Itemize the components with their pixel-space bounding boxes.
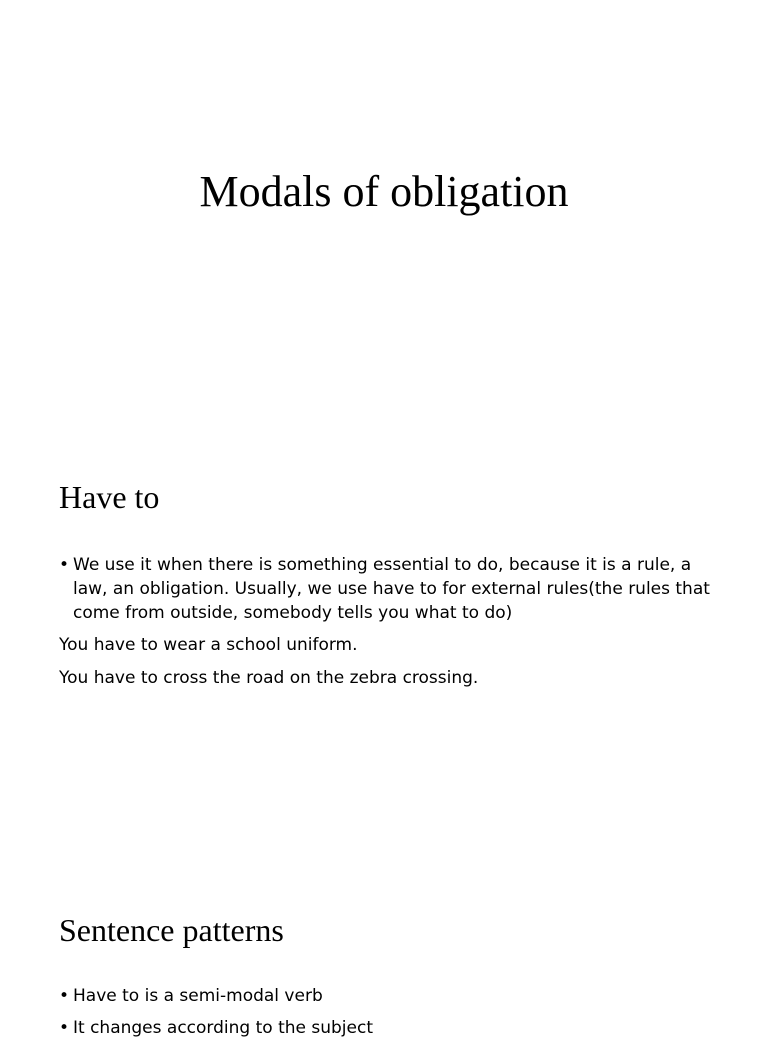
sentence-patterns-bullet-list [59,984,729,1040]
sentence-patterns-heading: Sentence patterns [59,912,284,948]
slide-title [0,0,768,432]
slide-have-to [0,432,768,864]
sentence-patterns-bullet: • Have to is a semi-modal verb [59,984,729,1008]
sentence-patterns-bullet: • It changes according to the subject [59,1016,729,1040]
slide-sentence-patterns [0,864,768,1038]
slide-title-heading: Modals of obligation [199,167,569,216]
have-to-body [59,553,729,699]
example-sentence: You have to wear a school uniform. [59,635,358,655]
have-to-bullet: • We use it when there is something essential to do, because it is a rule, a law, an obligation. Usually, we use have to for external rules(the rules that come from outside, somebody tells you what to do) [59,553,729,625]
have-to-bullet-list [59,553,729,625]
example-sentence: You have to cross the road on the zebra crossing. [59,668,479,688]
have-to-heading: Have to [59,479,160,515]
sentence-patterns-body [59,984,729,1048]
